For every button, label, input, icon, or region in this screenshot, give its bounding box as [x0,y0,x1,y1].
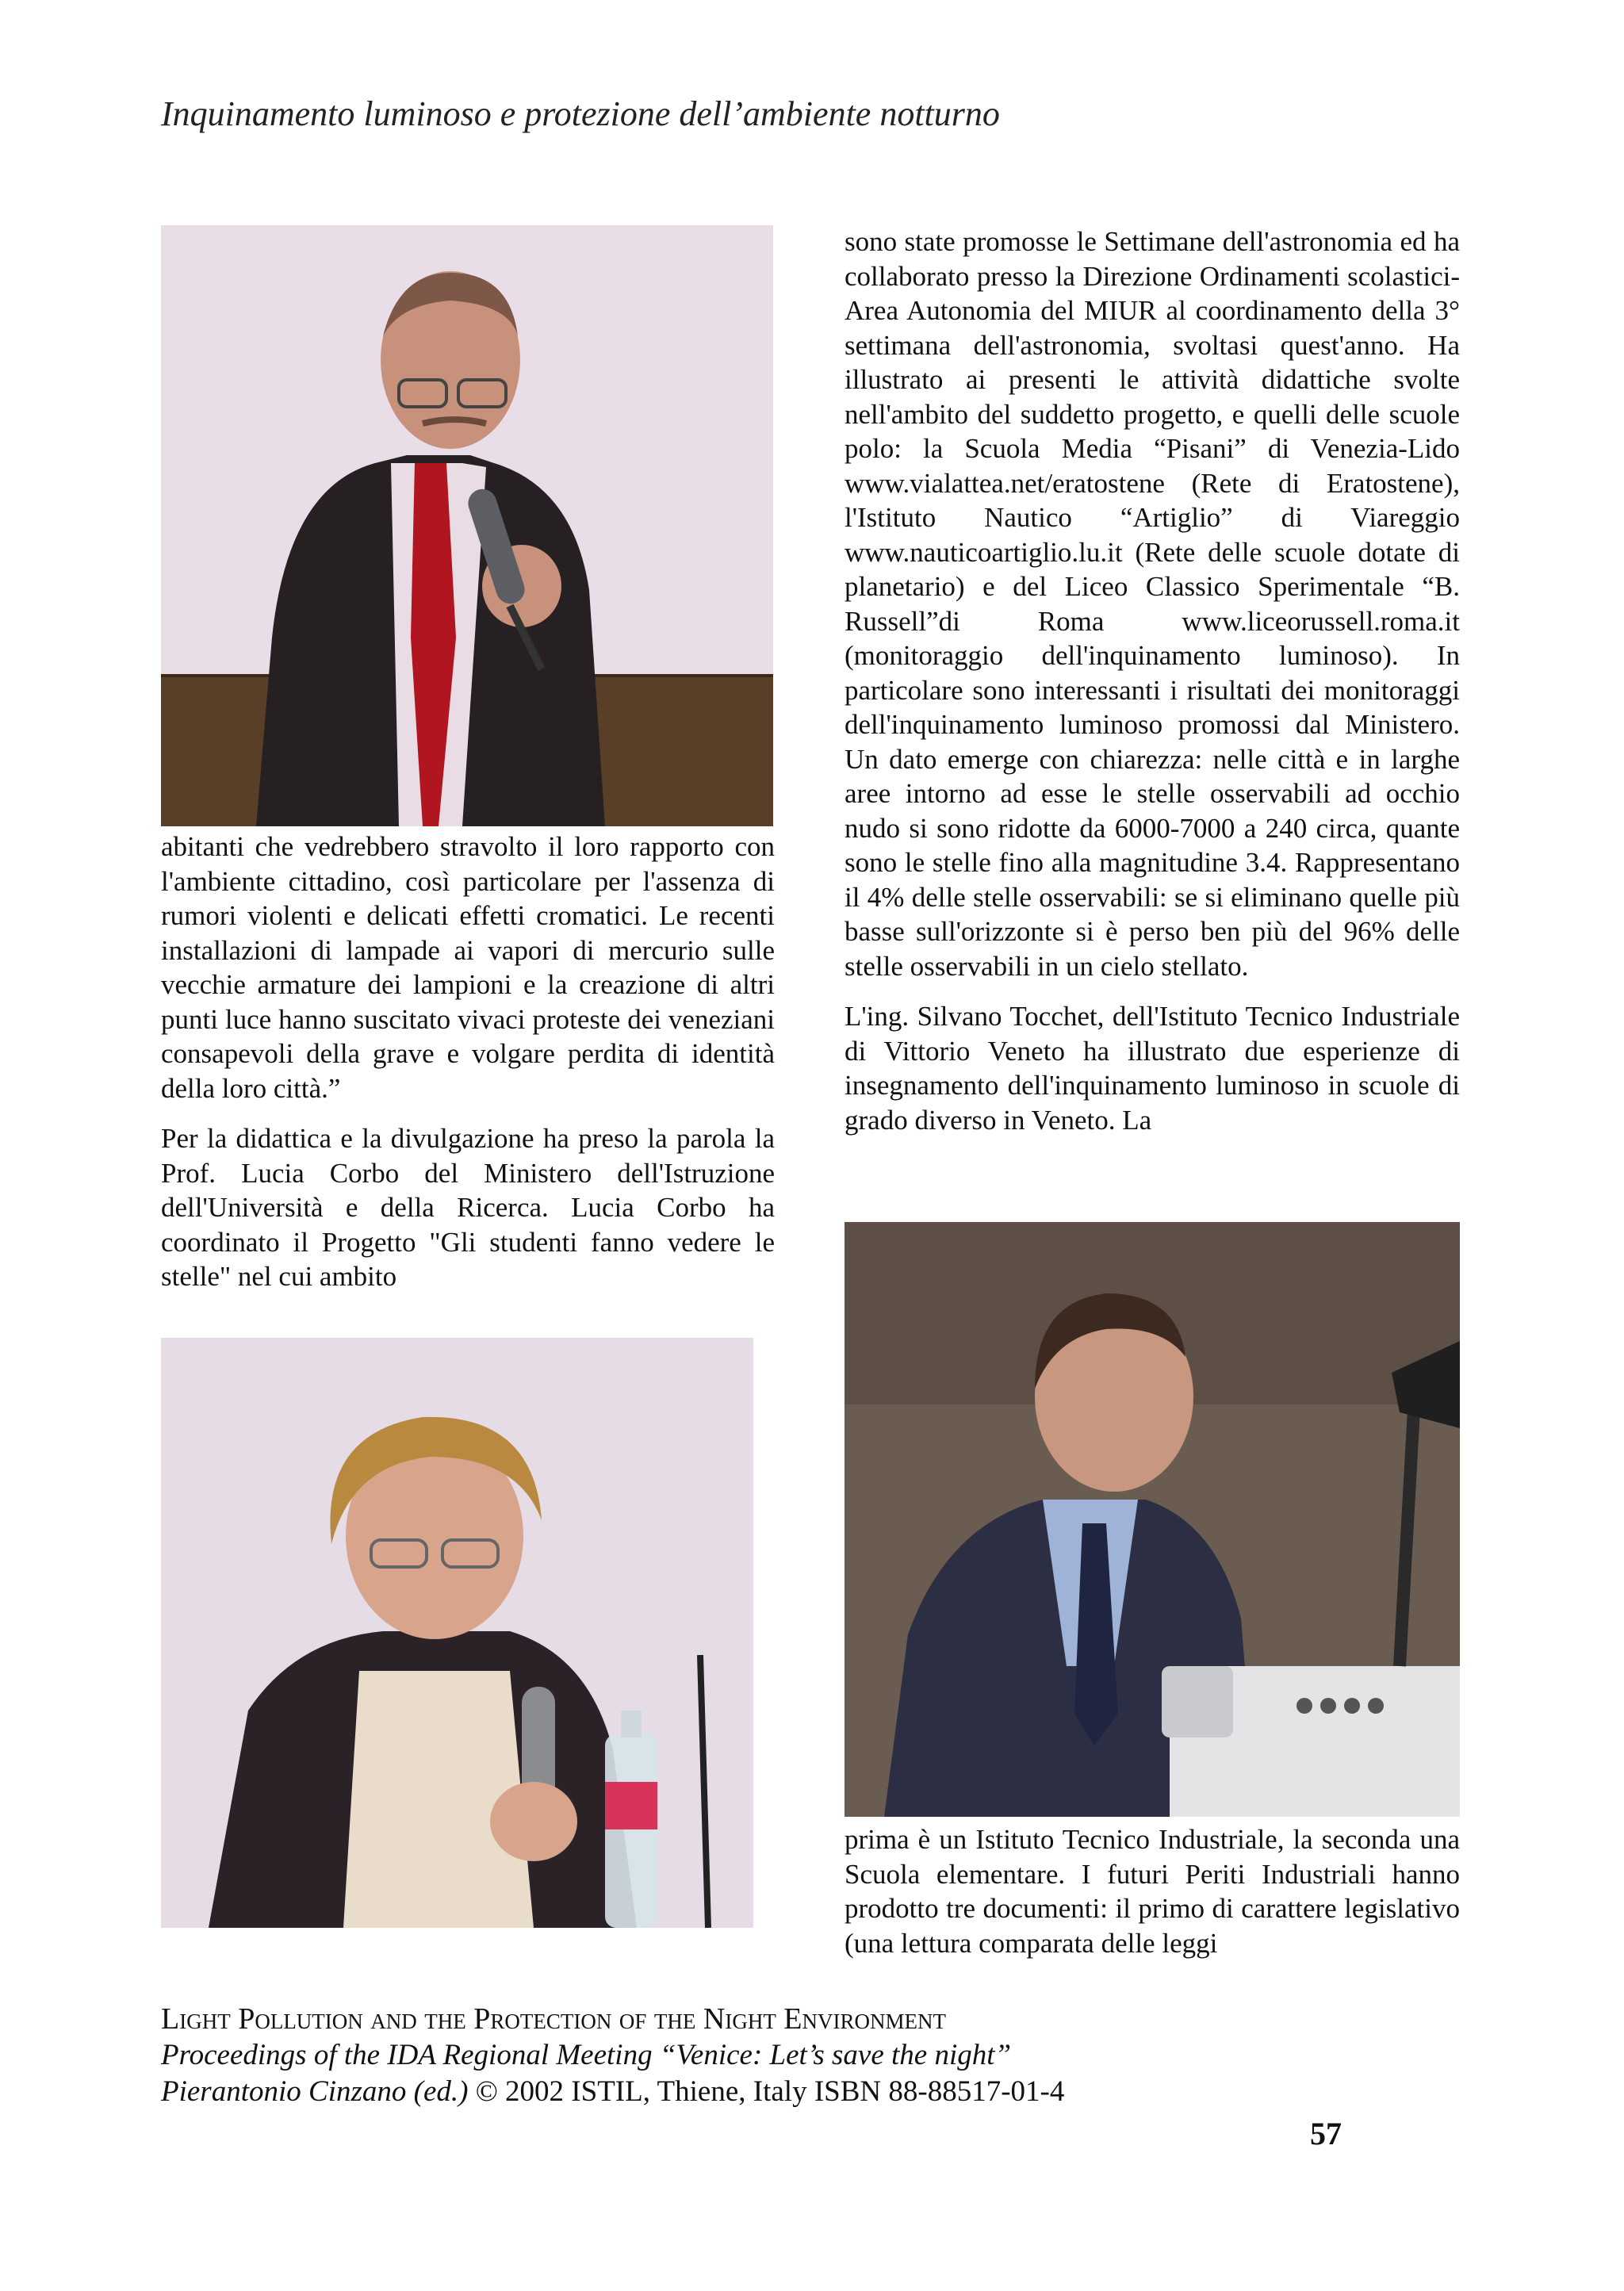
footer-credits [161,2074,1064,2110]
left-paragraph-2: Per la didattica e la divulgazione ha preso la parola la Prof. Lucia Corbo del Ministero dell'Istruzione dell'Università e della Ricerca. Lucia Corbo ha coordinato il Progetto "Gli studenti fanno vedere le stelle" nel cui ambito [161,1123,775,1292]
footer-editor: Pierantonio Cinzano (ed.) [161,2075,469,2108]
right-column-text [845,224,1460,1137]
footer-publisher: © 2002 ISTIL, Thiene, Italy ISBN 88-88517-01-4 [468,2075,1065,2108]
running-header: Inquinamento luminoso e protezione dell’ambiente notturno [161,94,1000,133]
right-column-text-bottom [845,1822,1460,1960]
photo-speaker-projector [845,1222,1460,1817]
right-paragraph-3: prima è un Istituto Tecnico Industriale, la seconda una Scuola elementare. I futuri Periti Industriali hanno prodotto tre documenti: il primo di carattere legislativo (una lettura comparata delle leggi [845,1824,1460,1959]
footer-proceedings: Proceedings of the IDA Regional Meeting “Venice: Let’s save the night” [161,2039,1012,2071]
right-paragraph-1: sono state promosse le Settimane dell'astronomia ed ha collaborato presso la Direzione Ordinamenti scolastici-Area Autonomia del MIUR al coordinamento della 3° settimana dell'astronomia, svoltasi quest'anno. Ha illustrato ai presenti le attività didattiche svolte nell'ambito del suddetto progetto, e quelli delle scuole polo: la Scuola Media “Pisani” di Venezia-Lido www.vialattea.net/eratostene (Rete di Eratostene), l'Istituto Nautico “Artiglio” di Viareggio www.nauticoartiglio.lu.it (Rete delle scuole dotate di planetario) e del Liceo Classico Sperimentale “B. Russell”di Roma www.liceorussell.roma.it (monitoraggio dell'inquinamento luminoso). In particolare sono interessanti i risultati dei monitoraggi dell'inquinamento luminoso promossi dal Ministero. Un dato emerge con chiarezza: nelle città e in larghe aree intorno ad esse le stelle osservabili ad occhio nudo si sono ridotte da 6000-7000 a 240 circa, quante sono le stelle fino alla magnitudine 3.4. Rappresentano il 4% delle stelle osservabili: se si eliminano quelle più basse sull'orizzonte si è perso ben più del 96% delle stelle osservabili in un cielo stellato. [845,226,1460,982]
page-number: 57 [1310,2116,1342,2151]
right-paragraph-2: L'ing. Silvano Tocchet, dell'Istituto Tecnico Industriale di Vittorio Veneto ha illustrato due esperienze di insegnamento dell'inquinamento luminoso in scuole di grado diverso in Veneto. La [845,1001,1460,1136]
footer [161,2001,1064,2110]
left-column-text [161,829,775,1294]
photo-speaker-man [161,225,773,826]
left-paragraph-1: abitanti che vedrebbero stravolto il loro rapporto con l'ambiente cittadino, così particolare per l'assenza di rumori violenti e delicati effetti cromatici. Le recenti installazioni di lampade ai vapori di mercurio sulle vecchie armature dei lampioni e la creazione di altri punti luce hanno suscitato vivaci proteste dei veneziani consapevoli della grave e volgare perdita di identità della loro città.” [161,831,775,1104]
photo-speaker-woman [161,1338,753,1928]
footer-series-title: Light Pollution and the Protection of the Night Environment [161,2002,947,2036]
